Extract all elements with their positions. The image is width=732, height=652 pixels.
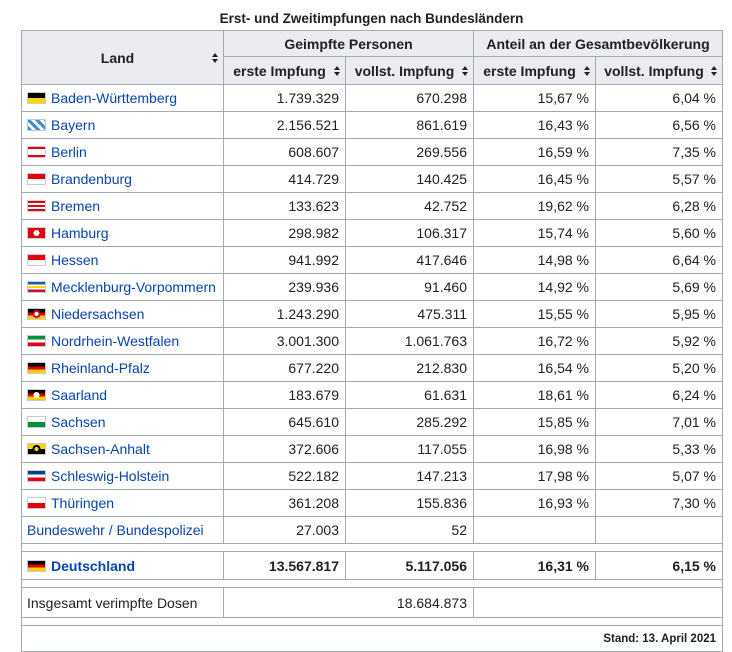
cell-vollst-pct: 7,01 %: [596, 409, 723, 436]
flag-sn-icon: [27, 416, 46, 428]
cell-erste: 27.003: [224, 517, 346, 544]
land-link[interactable]: Mecklenburg-Vorpommern: [51, 279, 216, 295]
table-caption: Erst- und Zweitimpfungen nach Bundesländern: [219, 11, 524, 26]
land-cell: [22, 490, 224, 517]
land-cell: [22, 355, 224, 382]
cell-erste: 372.606: [224, 436, 346, 463]
land-cell: [22, 166, 224, 193]
land-link[interactable]: Berlin: [51, 144, 87, 160]
cell-empty: [474, 517, 596, 544]
flag-st-icon: [27, 443, 46, 455]
flag-sl-icon: [27, 389, 46, 401]
land-link[interactable]: Thüringen: [51, 495, 115, 511]
cell-erste: 608.607: [224, 139, 346, 166]
cell-erste-pct: 16,45 %: [474, 166, 596, 193]
land-cell: [22, 112, 224, 139]
cell-vollst-pct: 5,95 %: [596, 301, 723, 328]
table-row: [22, 328, 723, 355]
total-erste-pct: 16,31 %: [474, 552, 596, 580]
stand-note: Stand: 13. April 2021: [22, 626, 723, 652]
cell-erste-pct: 16,59 %: [474, 139, 596, 166]
cell-erste-pct: 16,72 %: [474, 328, 596, 355]
land-cell: [22, 247, 224, 274]
cell-vollst: 670.298: [346, 85, 474, 112]
cell-erste: 298.982: [224, 220, 346, 247]
flag-sh-icon: [27, 470, 46, 482]
header-label: vollst. Impfung: [604, 62, 704, 79]
land-cell: [22, 552, 224, 580]
flag-by-icon: [27, 119, 46, 131]
cell-erste-pct: 16,43 %: [474, 112, 596, 139]
table-row: [22, 274, 723, 301]
land-cell: [22, 301, 224, 328]
cell-vollst-pct: 5,20 %: [596, 355, 723, 382]
land-link[interactable]: Sachsen-Anhalt: [51, 441, 150, 457]
land-link[interactable]: Schleswig-Holstein: [51, 468, 170, 484]
cell-vollst-pct: 6,28 %: [596, 193, 723, 220]
cell-vollst-pct: 5,60 %: [596, 220, 723, 247]
doses-value: 18.684.873: [224, 588, 474, 618]
header-anteil: Anteil an der Gesamtbevölkerung: [474, 31, 723, 57]
doses-row: [22, 588, 723, 618]
flag-hb-icon: [27, 200, 46, 212]
flag-de-icon: [27, 560, 46, 572]
spacer-cell: [22, 580, 723, 588]
table-row: [22, 166, 723, 193]
land-link[interactable]: Brandenburg: [51, 171, 132, 187]
bundeswehr-link[interactable]: Bundeswehr / Bundespolizei: [27, 522, 204, 538]
doses-label: Insgesamt verimpfte Dosen: [22, 588, 224, 618]
cell-vollst: 117.055: [346, 436, 474, 463]
cell-erste-pct: 14,98 %: [474, 247, 596, 274]
cell-erste-pct: 16,98 %: [474, 436, 596, 463]
land-link[interactable]: Hamburg: [51, 225, 109, 241]
total-vollst-pct: 6,15 %: [596, 552, 723, 580]
cell-erste: 677.220: [224, 355, 346, 382]
cell-vollst: 61.631: [346, 382, 474, 409]
cell-vollst: 285.292: [346, 409, 474, 436]
land-cell: [22, 220, 224, 247]
table-row: [22, 409, 723, 436]
cell-empty: [474, 588, 723, 618]
flag-ni-icon: [27, 308, 46, 320]
cell-erste-pct: 18,61 %: [474, 382, 596, 409]
land-cell: [22, 517, 224, 544]
flag-hh-icon: [27, 227, 46, 239]
header-label: erste Impfung: [483, 62, 576, 79]
land-link[interactable]: Rheinland-Pfalz: [51, 360, 150, 376]
cell-erste: 1.739.329: [224, 85, 346, 112]
flag-nw-icon: [27, 335, 46, 347]
cell-vollst-pct: 5,69 %: [596, 274, 723, 301]
cell-erste: 414.729: [224, 166, 346, 193]
cell-vollst: 147.213: [346, 463, 474, 490]
spacer-row: [22, 618, 723, 626]
cell-erste-pct: 15,74 %: [474, 220, 596, 247]
deutschland-link[interactable]: Deutschland: [51, 557, 136, 574]
bundeswehr-row: [22, 517, 723, 544]
table-row: [22, 193, 723, 220]
cell-erste: 239.936: [224, 274, 346, 301]
cell-vollst-pct: 7,35 %: [596, 139, 723, 166]
land-cell: [22, 85, 224, 112]
cell-vollst: 106.317: [346, 220, 474, 247]
land-cell: [22, 139, 224, 166]
total-vollst: 5.117.056: [346, 552, 474, 580]
cell-erste-pct: 16,93 %: [474, 490, 596, 517]
cell-vollst: 1.061.763: [346, 328, 474, 355]
flag-he-icon: [27, 254, 46, 266]
table-row: [22, 247, 723, 274]
cell-vollst-pct: 6,64 %: [596, 247, 723, 274]
sort-icon: [462, 66, 468, 76]
sort-icon: [334, 66, 340, 76]
spacer-row: [22, 580, 723, 588]
header-land[interactable]: [22, 31, 224, 85]
table-row: [22, 355, 723, 382]
cell-vollst-pct: 6,56 %: [596, 112, 723, 139]
land-link[interactable]: Niedersachsen: [51, 306, 145, 322]
land-link[interactable]: Baden-Württemberg: [51, 90, 178, 106]
land-link[interactable]: Bayern: [51, 117, 96, 133]
cell-erste: 522.182: [224, 463, 346, 490]
table-row: [22, 112, 723, 139]
land-link[interactable]: Hessen: [51, 252, 99, 268]
header-vollst-impfung-anteil[interactable]: [596, 57, 723, 85]
sort-icon: [711, 66, 717, 76]
cell-erste-pct: 16,54 %: [474, 355, 596, 382]
cell-erste-pct: 19,62 %: [474, 193, 596, 220]
land-cell: [22, 436, 224, 463]
spacer-cell: [22, 544, 723, 552]
land-cell: [22, 463, 224, 490]
table-row: [22, 139, 723, 166]
table-row: [22, 220, 723, 247]
cell-erste: 183.679: [224, 382, 346, 409]
header-land-label: Land: [100, 49, 135, 66]
total-row: [22, 552, 723, 580]
header-erste-impfung[interactable]: [224, 57, 346, 85]
cell-vollst-pct: 5,57 %: [596, 166, 723, 193]
land-cell: [22, 328, 224, 355]
land-cell: [22, 274, 224, 301]
cell-erste-pct: 17,98 %: [474, 463, 596, 490]
cell-erste: 941.992: [224, 247, 346, 274]
stand-row: [22, 626, 723, 652]
cell-vollst: 269.556: [346, 139, 474, 166]
table-row: [22, 382, 723, 409]
cell-erste-pct: 14,92 %: [474, 274, 596, 301]
table-row: [22, 463, 723, 490]
spacer-row: [22, 544, 723, 552]
land-link[interactable]: Nordrhein-Westfalen: [51, 333, 180, 349]
cell-vollst-pct: 5,33 %: [596, 436, 723, 463]
vaccination-table: [21, 30, 723, 652]
flag-th-icon: [27, 497, 46, 509]
cell-vollst: 155.836: [346, 490, 474, 517]
cell-vollst-pct: 6,04 %: [596, 85, 723, 112]
header-erste-impfung-anteil[interactable]: [474, 57, 596, 85]
flag-mv-icon: [27, 281, 46, 293]
land-cell: [22, 382, 224, 409]
flag-rp-icon: [27, 362, 46, 374]
cell-vollst: 475.311: [346, 301, 474, 328]
cell-vollst: 861.619: [346, 112, 474, 139]
cell-erste-pct: 15,55 %: [474, 301, 596, 328]
table-row: [22, 490, 723, 517]
cell-erste: 3.001.300: [224, 328, 346, 355]
cell-erste: 133.623: [224, 193, 346, 220]
cell-vollst-pct: 5,92 %: [596, 328, 723, 355]
header-geimpfte-personen: Geimpfte Personen: [224, 31, 474, 57]
land-link[interactable]: Sachsen: [51, 414, 106, 430]
cell-empty: [596, 517, 723, 544]
sort-icon: [212, 53, 218, 63]
cell-erste: 1.243.290: [224, 301, 346, 328]
header-vollst-impfung[interactable]: [346, 57, 474, 85]
table-row: [22, 436, 723, 463]
cell-erste: 2.156.521: [224, 112, 346, 139]
header-label: erste Impfung: [233, 62, 326, 79]
cell-erste-pct: 15,85 %: [474, 409, 596, 436]
flag-bw-icon: [27, 92, 46, 104]
cell-vollst: 417.646: [346, 247, 474, 274]
cell-erste-pct: 15,67 %: [474, 85, 596, 112]
sort-icon: [584, 66, 590, 76]
spacer-cell: [22, 618, 723, 626]
flag-bb-icon: [27, 173, 46, 185]
cell-vollst-pct: 7,30 %: [596, 490, 723, 517]
land-cell: [22, 193, 224, 220]
total-erste: 13.567.817: [224, 552, 346, 580]
cell-vollst-pct: 6,24 %: [596, 382, 723, 409]
table-row: [22, 85, 723, 112]
cell-vollst: 91.460: [346, 274, 474, 301]
cell-vollst: 140.425: [346, 166, 474, 193]
cell-vollst: 212.830: [346, 355, 474, 382]
land-cell: [22, 409, 224, 436]
table-row: [22, 301, 723, 328]
cell-vollst: 52: [346, 517, 474, 544]
cell-erste: 361.208: [224, 490, 346, 517]
land-link[interactable]: Bremen: [51, 198, 101, 214]
land-link[interactable]: Saarland: [51, 387, 108, 403]
cell-erste: 645.610: [224, 409, 346, 436]
cell-vollst-pct: 5,07 %: [596, 463, 723, 490]
cell-vollst: 42.752: [346, 193, 474, 220]
flag-be-icon: [27, 146, 46, 158]
table-wrapper: [21, 8, 722, 652]
header-label: vollst. Impfung: [354, 62, 455, 79]
